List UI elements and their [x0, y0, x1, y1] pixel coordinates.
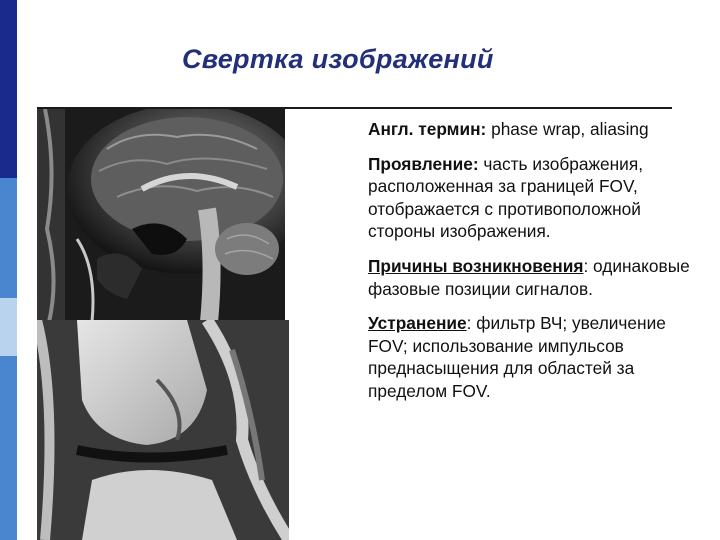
term-block [368, 118, 703, 141]
slide-text-column [368, 118, 703, 415]
manifestation-block [368, 153, 703, 243]
slide-title: Свертка изображений [182, 44, 494, 74]
fix-block [368, 312, 703, 402]
fix-value: : фильтр ВЧ; увеличение FOV; использование импульсов преднасыщения для областей за пределом FOV. [368, 313, 666, 401]
mri-sagittal-head-image [37, 109, 285, 322]
accent-stripe-light [0, 298, 17, 356]
causes-block [368, 255, 703, 300]
manifestation-label: Проявление: [368, 153, 479, 174]
accent-stripe-bottom [0, 356, 17, 540]
fix-label: Устранение [368, 313, 467, 334]
term-label: Англ. термин: [368, 119, 487, 139]
causes-label: Причины возникновения [368, 255, 584, 276]
accent-stripe-dark [0, 0, 17, 178]
mri-knee-image [37, 320, 289, 540]
accent-stripe-mid [0, 178, 17, 298]
manifestation-value: часть изображения, расположенная за границей FOV, отображается с противоположной стороны изображения. [368, 153, 643, 242]
term-value: phase wrap, aliasing [486, 119, 649, 139]
causes-value: : одинаковые фазовые позиции сигналов. [368, 255, 690, 299]
